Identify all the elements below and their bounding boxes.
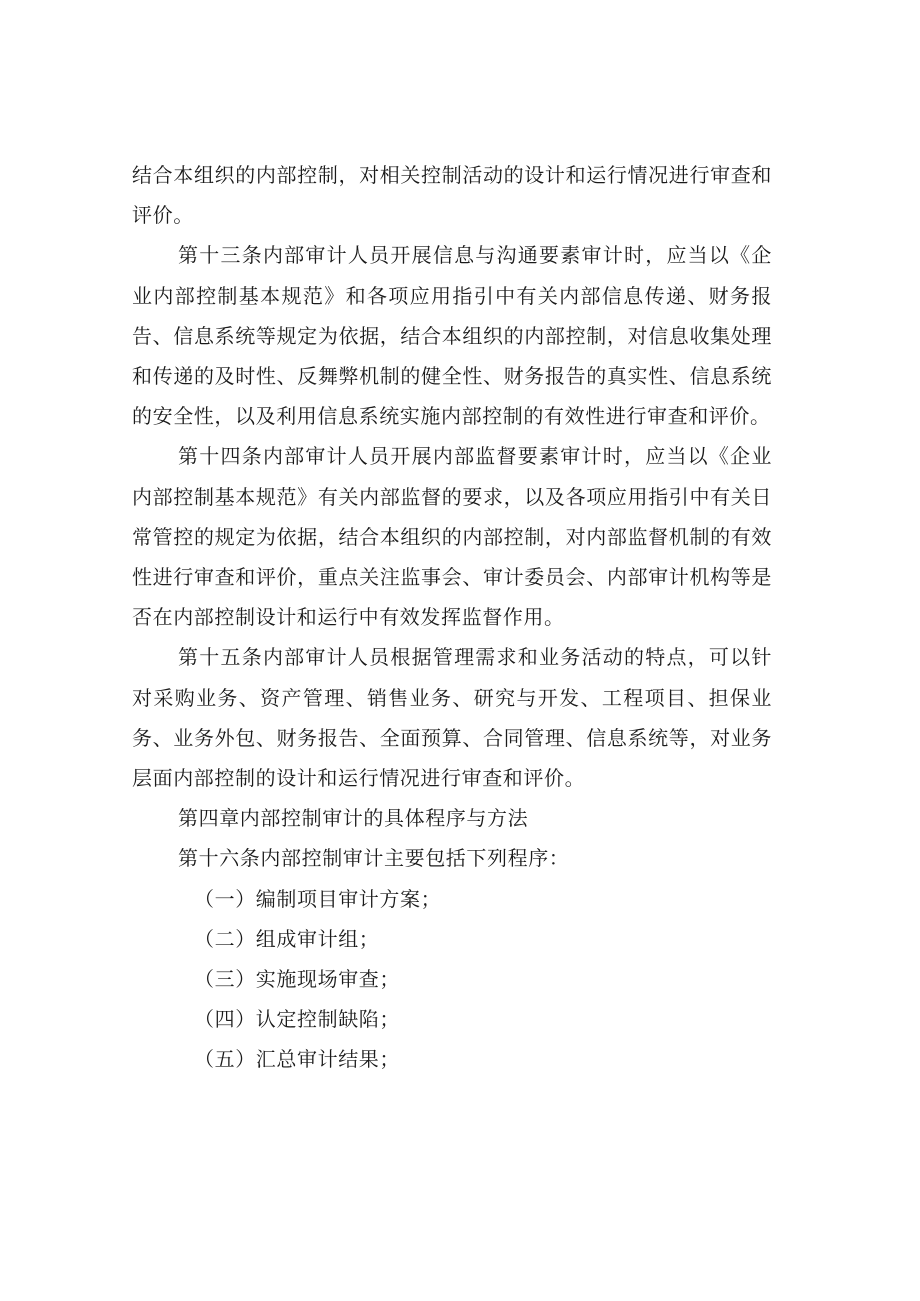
procedure-item-5: （五）汇总审计结果； bbox=[194, 1047, 400, 1072]
paragraph-continuation: 结合本组织的内部控制，对相关控制活动的设计和运行情况进行审查和评价。 bbox=[132, 163, 772, 228]
procedure-item-2: （二）组成审计组； bbox=[194, 926, 380, 951]
paragraph-article-13: 第十三条内部审计人员开展信息与沟通要素审计时，应当以《企业内部控制基本规范》和各项应用指引中有关内部信息传递、财务报告、信息系统等规定为依据，结合本组织的内部控制，对信息收集处理和传递的及时性、反舞弊机制的健全性、财务报告的真实性、信息系统的安全性，以及利用信息系统实施内部控制的有效性进行审查和评价。 bbox=[132, 243, 772, 429]
procedure-item-4: （四）认定控制缺陷； bbox=[194, 1007, 400, 1032]
paragraph-article-16: 第十六条内部控制审计主要包括下列程序： bbox=[178, 846, 570, 871]
procedure-item-3: （三）实施现场审查； bbox=[194, 967, 400, 992]
paragraph-article-15: 第十五条内部审计人员根据管理需求和业务活动的特点，可以针对采购业务、资产管理、销售业务、研究与开发、工程项目、担保业务、业务外包、财务报告、全面预算、合同管理、信息系统等，对业务层面内部控制的设计和运行情况进行审查和评价。 bbox=[132, 645, 772, 791]
paragraph-article-14: 第十四条内部审计人员开展内部监督要素审计时，应当以《企业内部控制基本规范》有关内部监督的要求，以及各项应用指引中有关日常管控的规定为依据，结合本组织的内部控制，对内部监督机制的有效性进行审查和评价，重点关注监事会、审计委员会、内部审计机构等是否在内部控制设计和运行中有效发挥监督作用。 bbox=[132, 444, 772, 630]
document-page bbox=[132, 155, 772, 1080]
chapter-heading: 第四章内部控制审计的具体程序与方法 bbox=[178, 806, 529, 831]
procedure-item-1: （一）编制项目审计方案； bbox=[194, 886, 442, 911]
